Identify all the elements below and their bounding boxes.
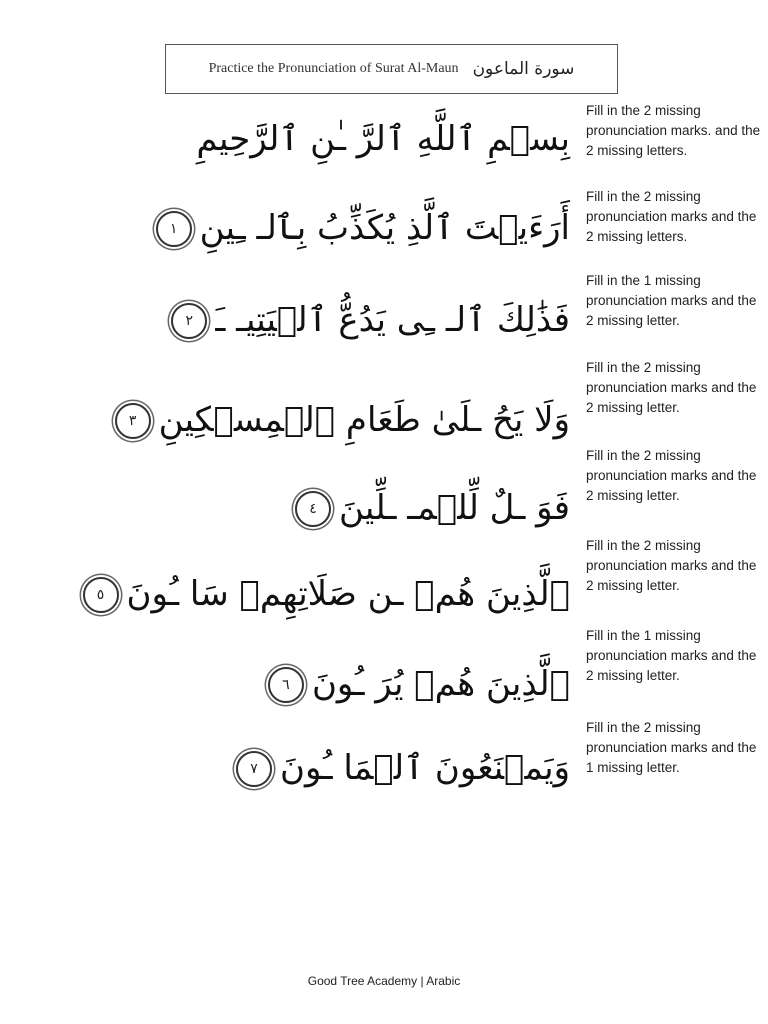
verse-row-basmala <box>40 100 570 178</box>
verse-row-5 <box>40 556 570 634</box>
ayah-number-marker: ٧ <box>236 751 272 787</box>
verse-text: ٱلَّذِينَ هُمۡ يُرَ ـُونَ٦ <box>260 667 570 704</box>
worksheet-title-box <box>165 44 618 94</box>
verse-row-6 <box>40 646 570 724</box>
ayah-number-marker: ٤ <box>295 491 331 527</box>
instruction-2: Fill in the 2 missing pronunciation marks and the 2 missing letters. <box>586 189 757 244</box>
instruction-8: Fill in the 2 missing pronunciation marks and the 1 missing letter. <box>586 720 757 775</box>
instruction-4: Fill in the 2 missing pronunciation marks and the 2 missing letter. <box>586 360 757 415</box>
footer: Good Tree Academy | Arabic <box>307 974 461 988</box>
verse-text: ٱلَّذِينَ هُمۡ ـن صَلَاتِهِمۡ سَا ـُونَ٥ <box>75 577 570 614</box>
ayah-number-marker: ٥ <box>83 577 119 613</box>
ayah-number-marker: ٣ <box>115 403 151 439</box>
title-english: Practice the Pronunciation of Surat Al-Maun <box>208 61 459 76</box>
verse-text: وَيَمۡنَعُونَ ٱلۡمَا ـُونَ٧ <box>228 751 570 788</box>
verse-row-3 <box>40 382 570 460</box>
verse-row-7 <box>40 730 570 808</box>
verse-text: بِسۡمِ ٱللَّهِ ٱلرَّ ـٰنِ ٱلرَّحِيمِ <box>196 119 570 159</box>
instruction-1: Fill in the 2 missing pronunciation marks. and the 2 missing letters. <box>586 103 761 158</box>
instruction-5: Fill in the 2 missing pronunciation marks and the 2 missing letter. <box>586 448 757 503</box>
ayah-number-marker: ٢ <box>171 303 207 339</box>
instruction-6: Fill in the 2 missing pronunciation marks and the 2 missing letter. <box>586 538 757 593</box>
instruction-7: Fill in the 1 missing pronunciation marks and the 2 missing letter. <box>586 628 757 683</box>
verse-row-2 <box>40 282 570 360</box>
verse-text: وَلَا يَحُ ـلَىٰ طَعَامِ ٱلۡمِسۡكِينِ٣ <box>107 403 570 440</box>
verse-row-1 <box>40 190 570 268</box>
verse-text: فَذَٰلِكَ ٱلـ ـِى يَدُعُّ ٱلۡيَتِيـ ـَ٢ <box>163 303 570 340</box>
verse-text: فَوَ ـلٌ لِّلۡمـ ـلِّينَ٤ <box>287 491 570 528</box>
ayah-number-marker: ١ <box>156 211 192 247</box>
title-arabic: سورة الماعون <box>472 59 575 79</box>
verse-text: أَرَءَيۡتَ ٱلَّذِ يُكَذِّبُ بِٱلـ ـِينِ١ <box>148 211 570 248</box>
verse-row-4 <box>40 470 570 548</box>
instruction-3: Fill in the 1 missing pronunciation marks and the 2 missing letter. <box>586 273 757 328</box>
ayah-number-marker: ٦ <box>268 667 304 703</box>
